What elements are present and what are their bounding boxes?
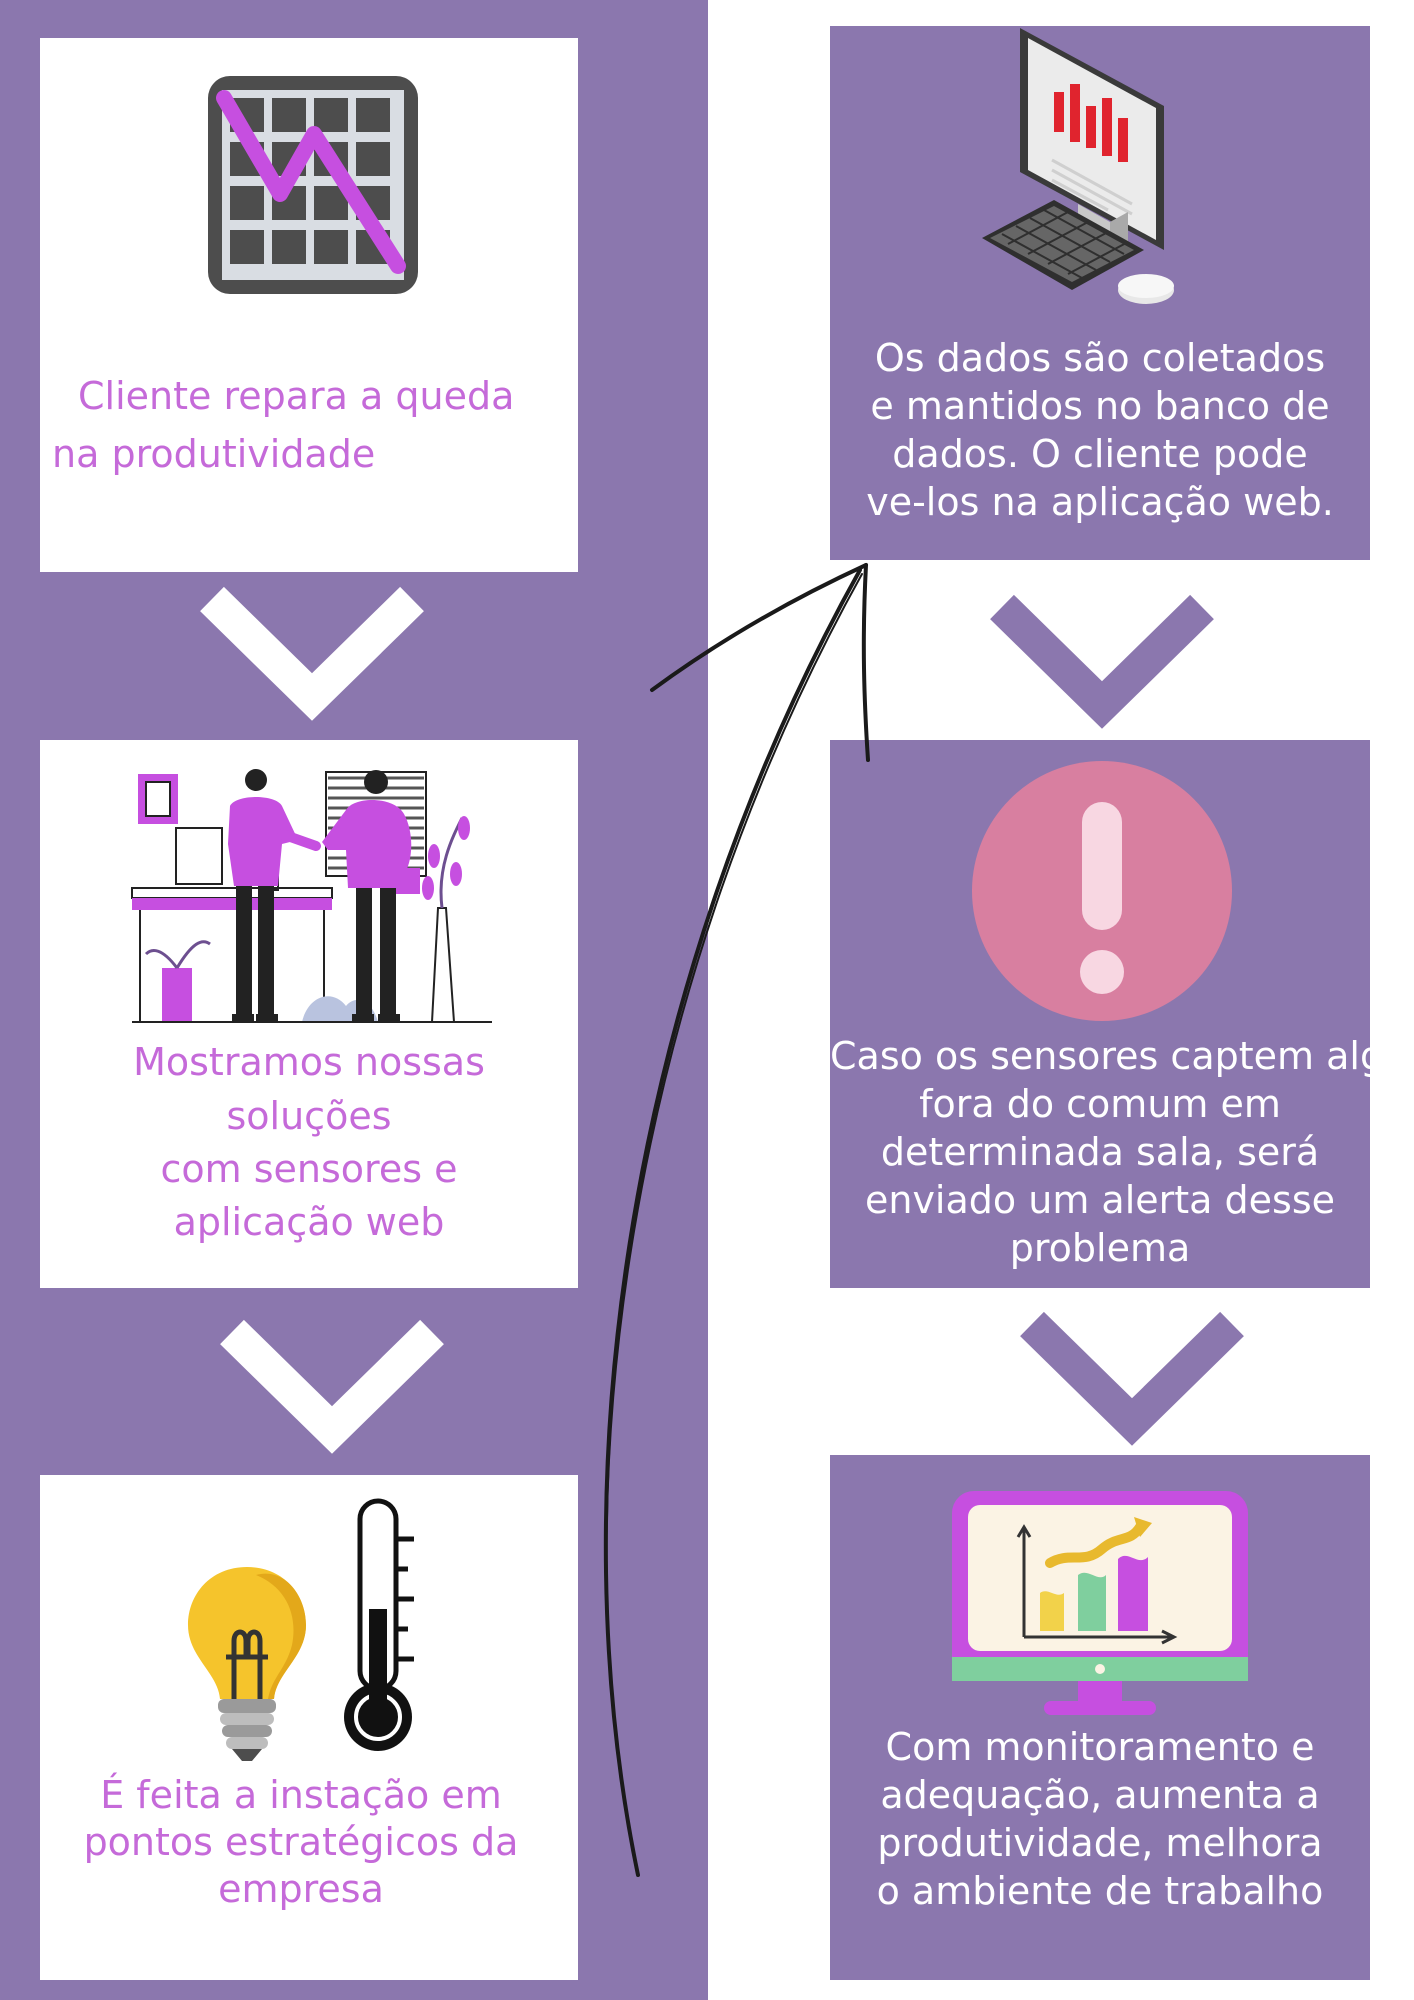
step-6-line-3: produtividade, melhora — [877, 1821, 1323, 1865]
step-3-line-2: pontos estratégicos da — [83, 1820, 519, 1864]
step-5-line-3: determinada sala, será — [880, 1130, 1320, 1174]
step-6-line-2: adequação, aumenta a — [880, 1773, 1320, 1817]
step-5-line-5: problema — [1009, 1226, 1191, 1270]
step-5-line-1: Caso os sensores captem algo — [830, 1034, 1408, 1078]
step-4-line-3: dados. O cliente pode — [892, 432, 1308, 476]
step-6-line-4: o ambiente de trabalho — [876, 1869, 1324, 1913]
step-2-line-2: soluções — [226, 1094, 392, 1138]
step-2-line-4: aplicação web — [173, 1200, 445, 1244]
step-4-line-4: ve-los na aplicação web. — [866, 480, 1334, 524]
step-1-line-2: na produtividade — [52, 432, 376, 476]
step-2-line-3: com sensores e — [160, 1147, 458, 1191]
step-4-line-1: Os dados são coletados — [874, 336, 1326, 380]
step-6-line-1: Com monitoramento e — [885, 1725, 1315, 1769]
step-2-line-1: Mostramos nossas — [133, 1040, 485, 1084]
step-5-line-2: fora do comum em — [919, 1082, 1281, 1126]
step-3-line-3: empresa — [218, 1867, 384, 1911]
step-3-line-1: É feita a instação em — [100, 1773, 502, 1817]
step-4-line-2: e mantidos no banco de — [870, 384, 1330, 428]
step-1-line-1: Cliente repara a queda — [78, 374, 515, 418]
step-5-line-4: enviado um alerta desse — [864, 1178, 1335, 1222]
